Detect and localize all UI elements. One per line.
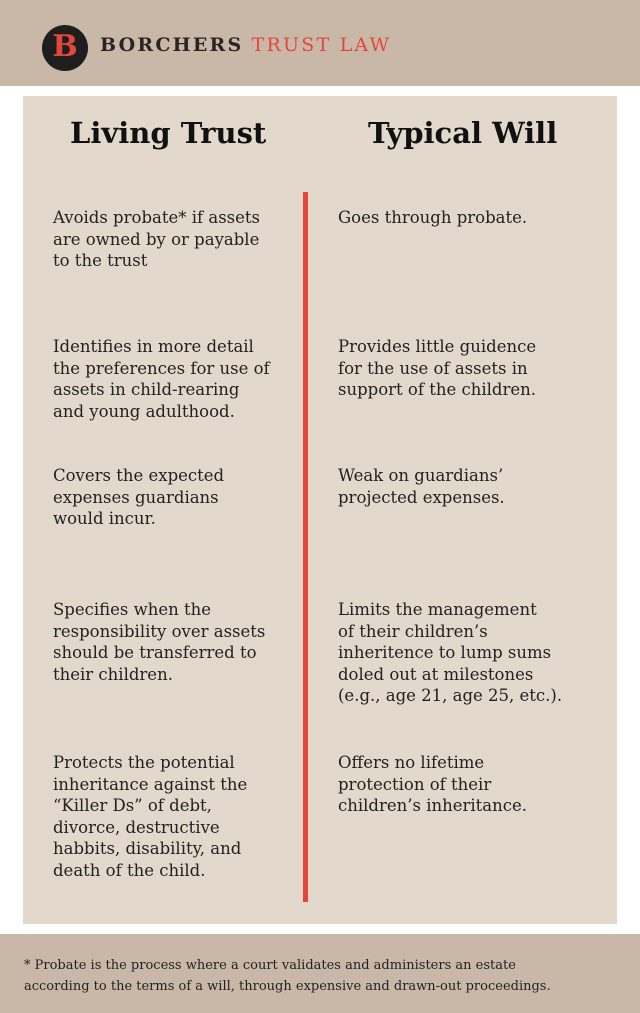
brand-primary: BORCHERS (100, 34, 244, 56)
comparison-card (23, 96, 617, 924)
brand-secondary: TRUST LAW (251, 34, 392, 56)
typical-will-row-3: Weak on guardians’ projected expenses. (338, 466, 505, 507)
living-trust-row-2: Identifies in more detail the preferences for use of assets in child-rearing and young adulthood. (53, 337, 270, 421)
living-trust-row-1: Avoids probate* if assets are owned by or payable to the trust (53, 208, 260, 270)
typical-will-row-1: Goes through probate. (338, 208, 528, 227)
living-trust-row-4: Specifies when the responsibility over assets should be transferred to their children. (53, 600, 266, 684)
logo-badge (42, 25, 88, 71)
brand-name (100, 36, 391, 55)
column-divider (303, 192, 308, 902)
footer-bar (0, 934, 640, 1013)
living-trust-row-3: Covers the expected expenses guardians would incur. (53, 466, 225, 528)
logo-letter: B (52, 29, 78, 64)
living-trust-row-5: Protects the potential inheritance against the “Killer Ds” of debt, divorce, destructive habbits, disability, and death of the child. (53, 753, 248, 880)
typical-will-row-4: Limits the management of their children’s inheritence to lump sums doled out at milestones (e.g., age 21, age 25, etc.). (338, 600, 563, 705)
header-bar (0, 0, 640, 86)
probate-footnote: * Probate is the process where a court validates and administers an estate according to the terms of a will, through expensive and drawn-out proceedings. (24, 958, 551, 994)
typical-will-title: Typical Will (368, 116, 558, 150)
living-trust-title: Living Trust (70, 116, 267, 150)
typical-will-row-5: Offers no lifetime protection of their children’s inheritance. (338, 753, 528, 815)
typical-will-row-2: Provides little guidence for the use of assets in support of the children. (338, 337, 537, 399)
